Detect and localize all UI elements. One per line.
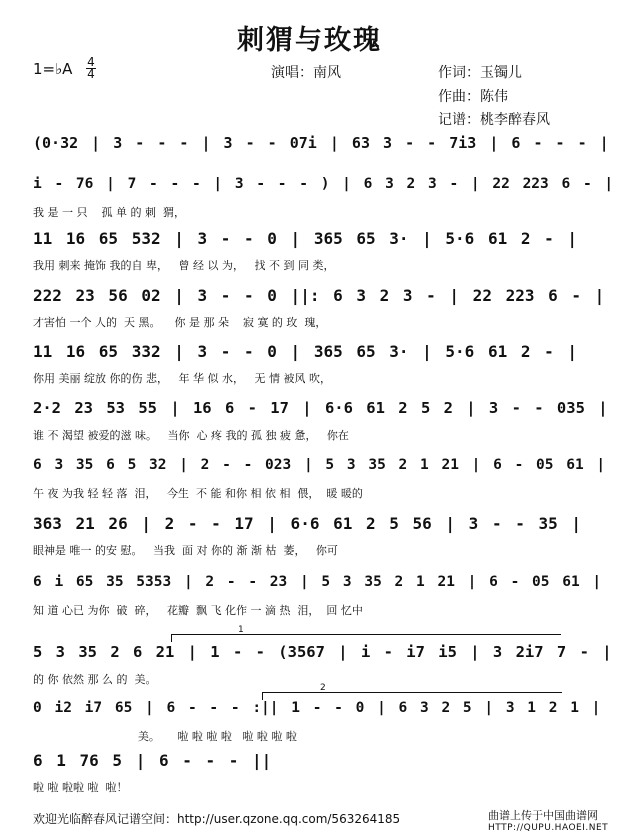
notes-text: 2·2 23 53 55 | 16 6 - 17 | 6·6 61 2 5 2 | 3 - - 035 |	[33, 399, 608, 417]
notes-line	[0, 457, 619, 479]
lyricist-credit: 作词：玉镯儿	[438, 65, 522, 81]
score-row	[0, 342, 619, 398]
lyrics-text: 谁 不 渴望 被爱的滋 味。 当你 心 疼 我的 孤 独 疲 惫， 你在	[33, 429, 349, 442]
notes-line	[0, 700, 619, 722]
notes-text: 11 16 65 332 | 3 - - 0 | 365 65 3· | 5·6 61 2 - |	[33, 342, 578, 361]
notes-text: (0·32 | 3 - - - | 3 - - 07i | 63 3 - - 7i3 | 6 - - - |	[33, 134, 609, 152]
notes-text: 5 3 35 2 6 21 | 1 - - (3567 | i - i7 i5 | 3 2i7 7 - |	[33, 643, 612, 661]
meter-bottom: 4	[87, 67, 95, 81]
notes-text: 222 23 56 02 | 3 - - 0 ||: 6 3 2 3 - | 22 223 6 - |	[33, 286, 605, 305]
lyrics-text: 知 道 心已 为你 破 碎， 花瓣 飘 飞 化作 一 滴 热 泪， 回 忆中	[33, 604, 363, 617]
lyrics-line	[0, 728, 619, 744]
notes-text: 363 21 26 | 2 - - 17 | 6·6 61 2 5 56 | 3 - - 35 |	[33, 514, 582, 533]
score-row	[0, 700, 619, 756]
notes-text: 6 3 35 6 5 32 | 2 - - 023 | 5 3 35 2 1 21 | 6 - 05 61 |	[33, 457, 606, 473]
volta-2-bracket	[262, 692, 562, 693]
volta-2-label: 2	[320, 683, 326, 693]
score-row	[0, 286, 619, 342]
lyrics-text: 啦 啦 啦啦 啦 啦！	[33, 781, 128, 794]
time-signature	[86, 57, 96, 80]
notes-text: 0 i2 i7 65 | 6 - - - :|| 1 - - 0 | 6 3 2 5 | 3 1 2 1 |	[33, 700, 601, 716]
notes-text: 11 16 65 532 | 3 - - 0 | 365 65 3· | 5·6 61 2 - |	[33, 229, 578, 248]
composer-credit: 作曲：陈伟	[438, 89, 508, 105]
lyrics-line	[0, 370, 619, 386]
score-row	[0, 457, 619, 513]
notes-line	[0, 751, 619, 773]
lyrics-text: 我 是 一 只 孤 单 的 刺 猬，	[33, 206, 185, 219]
watermark-line-1: 曲谱上传于中国曲谱网	[488, 809, 598, 822]
notes-line	[0, 176, 619, 198]
lyrics-text: 我用 刺来 掩饰 我的自 卑， 曾 经 以 为， 找 不 到 同 类，	[33, 259, 335, 272]
volta-1-label: 1	[238, 625, 244, 635]
score-row	[0, 574, 619, 630]
lyrics-text: 美。 啦 啦 啦 啦 啦 啦 啦 啦	[33, 730, 297, 743]
notes-line	[0, 229, 619, 251]
footer-link-text: 欢迎光临醉春风记谱空间：http://user.qzone.qq.com/563264185	[33, 812, 401, 826]
lyrics-text: 你用 美丽 绽放 你的伤 悲， 年 华 似 水， 无 情 被风 吹，	[33, 372, 331, 385]
notes-line	[0, 342, 619, 364]
score-row	[0, 514, 619, 570]
score-row	[0, 229, 619, 285]
key-signature: 1=♭A	[33, 60, 73, 78]
lyrics-line	[0, 485, 619, 501]
score-row	[0, 643, 619, 699]
volta-2-edge	[262, 692, 263, 700]
notes-line	[0, 399, 619, 421]
lyrics-line	[0, 542, 619, 558]
lyrics-line	[0, 204, 619, 220]
notes-text: i - 76 | 7 - - - | 3 - - - ) | 6 3 2 3 - | 22 223 6 - |	[33, 176, 614, 192]
lyrics-line	[0, 314, 619, 330]
lyrics-text: 的 你 依然 那 么 的 美。	[33, 673, 157, 686]
notes-line	[0, 286, 619, 308]
transcriber-credit: 记谱：桃李醉春风	[438, 112, 550, 128]
lyrics-line	[0, 427, 619, 443]
notes-line	[0, 643, 619, 665]
notes-text: 6 i 65 35 5353 | 2 - - 23 | 5 3 35 2 1 21 | 6 - 05 61 |	[33, 574, 602, 590]
volta-1-edge	[171, 634, 172, 642]
volta-1-bracket	[171, 634, 561, 635]
lyrics-text: 眼神是 唯一 的安 慰。 当我 面 对 你的 渐 渐 枯 萎， 你可	[33, 544, 338, 557]
score-row	[0, 399, 619, 455]
singer-credit: 演唱：南风	[271, 65, 341, 81]
watermark-line-2: HTTP://QUPU.HAOEI.NET	[488, 823, 609, 833]
lyrics-line	[0, 602, 619, 618]
notes-line	[0, 514, 619, 536]
lyrics-text: 午 夜 为我 轻 轻 落 泪， 今生 不 能 和你 相 依 相 偎， 暖 暖的	[33, 487, 363, 500]
notes-line	[0, 134, 619, 156]
footer-watermark	[488, 809, 608, 835]
notes-line	[0, 574, 619, 596]
song-title: 刺猬与玫瑰	[237, 25, 382, 56]
notes-text: 6 1 76 5 | 6 - - - ||	[33, 751, 272, 770]
lyrics-line	[0, 779, 619, 795]
score-row	[0, 176, 619, 232]
meter-top: 4	[87, 55, 95, 69]
score-row	[0, 751, 619, 807]
lyrics-text: 才害怕 一个 人的 天 黑。 你 是 那 朵 寂 寞 的 玫 瑰，	[33, 316, 327, 329]
lyrics-line	[0, 257, 619, 273]
lyrics-line	[0, 671, 619, 687]
